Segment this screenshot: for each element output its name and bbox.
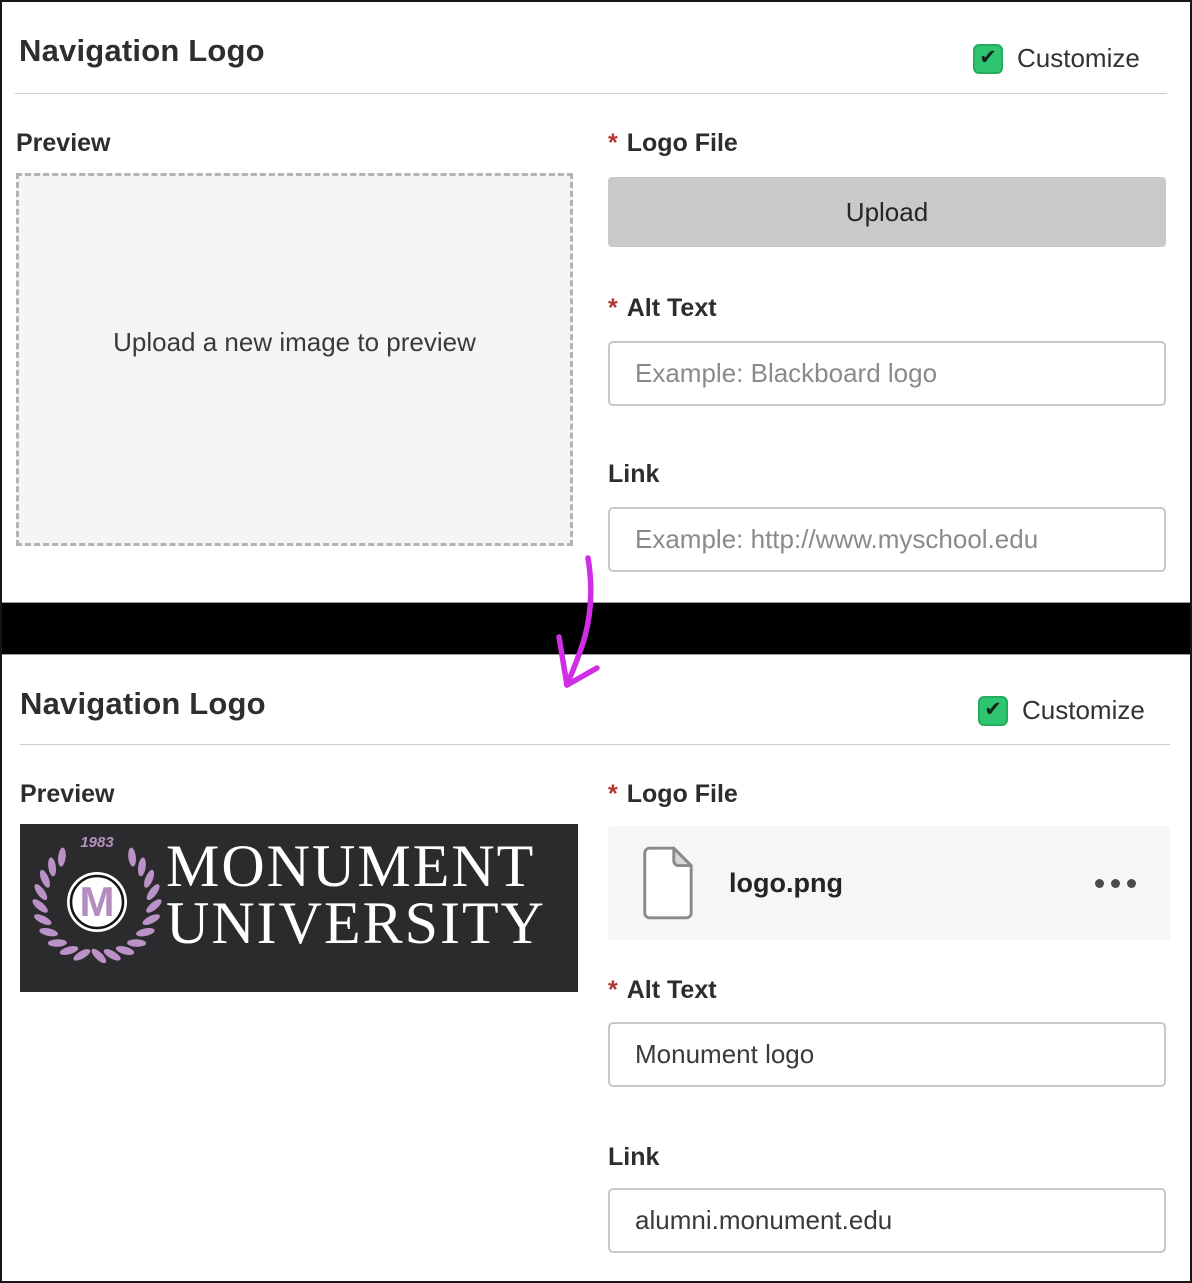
customize-checkbox[interactable]: [978, 696, 1008, 726]
logo-file-label: * Logo File: [608, 780, 738, 808]
customize-label: Customize: [1017, 43, 1140, 73]
file-icon: [638, 845, 696, 921]
alt-text-label: * Alt Text: [608, 976, 717, 1004]
link-input[interactable]: [608, 507, 1166, 572]
file-name: logo.png: [729, 867, 843, 898]
uploaded-file-chip: [608, 826, 1170, 940]
divider: [15, 93, 1167, 94]
link-input[interactable]: [608, 1188, 1166, 1253]
required-asterisk: *: [608, 294, 618, 322]
check-icon: ✔: [984, 698, 1002, 721]
required-asterisk: *: [608, 780, 618, 808]
link-label: Link: [608, 460, 660, 488]
required-asterisk: *: [608, 129, 618, 157]
preview-label: Preview: [16, 129, 111, 157]
page-title: Navigation Logo: [19, 33, 265, 68]
seal-monogram: M: [79, 878, 115, 925]
seal-year: 1983: [80, 834, 114, 851]
page-title: Navigation Logo: [20, 686, 266, 721]
preview-hint-text: Upload a new image to preview: [113, 327, 476, 357]
logo-preview-image: [20, 824, 578, 992]
preview-label: Preview: [20, 780, 115, 808]
required-asterisk: *: [608, 976, 618, 1004]
university-seal-icon: [22, 826, 172, 976]
university-wordmark: MONUMENT UNIVERSITY: [166, 833, 546, 956]
alt-text-input[interactable]: [608, 341, 1166, 406]
screenshot-separator-bar: [2, 602, 1190, 655]
divider: [20, 744, 1170, 745]
customize-control: [978, 695, 1145, 726]
alt-text-input[interactable]: [608, 1022, 1166, 1087]
alt-text-label: * Alt Text: [608, 294, 717, 322]
check-icon: ✔: [979, 46, 997, 69]
customize-checkbox[interactable]: [973, 44, 1003, 74]
file-options-menu-button[interactable]: [1091, 867, 1140, 900]
logo-file-label: * Logo File: [608, 129, 738, 157]
customize-label: Customize: [1022, 695, 1145, 725]
customize-control: [973, 43, 1140, 74]
ellipsis-icon: [1095, 879, 1104, 888]
logo-preview-dropzone: [16, 173, 573, 546]
upload-button[interactable]: Upload: [608, 177, 1166, 247]
link-label: Link: [608, 1143, 660, 1171]
panel-after: [2, 655, 1190, 1281]
panel-before: [2, 2, 1190, 602]
